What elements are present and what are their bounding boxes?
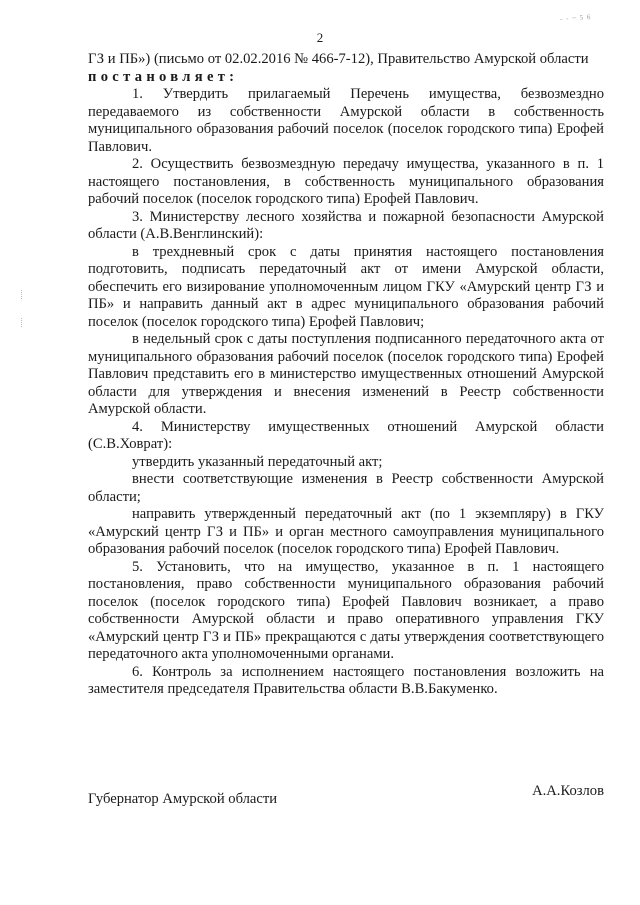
page-number: 2 (316, 30, 324, 45)
paragraph-4-item-1: утвердить указанный передаточный акт; (132, 453, 383, 470)
margin-mark (21, 318, 28, 327)
paragraph-3-item-2: в недельный срок с даты поступления подписанного передаточного акта от муниципального образования рабочий поселок (поселок городского типа) Ерофей Павлович представить его в министерство имущественных отношений Амурской области для утверждения и внесения изменений в Реестр собственности Амурской области. (88, 331, 604, 417)
paragraph-6: 6. Контроль за исполнением настоящего постановления возложить на заместителя председателя Правительства области В.В.Бакуменко. (88, 663, 604, 697)
paragraph-4-item-2: внести соответствующие изменения в Реестр собственности Амурской области; (88, 471, 604, 505)
paragraph-1: 1. Утвердить прилагаемый Перечень имущества, безвозмездно передаваемого из собственности Амурской области в собственность муниципального образования рабочий поселок (поселок городского типа) Ерофей Павлович. (88, 86, 604, 155)
paragraph-4-item-3: направить утвержденный передаточный акт (по 1 экземпляру) в ГКУ «Амурский центр ГЗ и ПБ» и орган местного самоуправления муниципального образования рабочий поселок (поселок городского типа) Ерофей Павлович. (88, 506, 604, 557)
paragraph-5: 5. Установить, что на имущество, указанное в п. 1 настоящего постановления, право собственности муниципального образования рабочий поселок (поселок городского типа) Ерофей Павлович возникает, а право собственности Амурской области и право оперативного управления ГКУ «Амурский центр ГЗ и ПБ» прекращаются с даты утверждения соответствующего передаточного акта уполномоченными органами. (88, 558, 604, 662)
document-body (88, 51, 604, 699)
paragraph-2: 2. Осуществить безвозмездную передачу имущества, указанного в п. 1 настоящего постановления, в собственность муниципального образования рабочий поселок (поселок городского типа) Ерофей Павлович. (88, 156, 604, 207)
intro-paragraph: ГЗ и ПБ») (письмо от 02.02.2016 № 466-7-12), Правительство Амурской области (88, 51, 589, 67)
signatory-name: А.А.Козлов (532, 783, 604, 799)
margin-mark (21, 290, 28, 299)
resolution-heading: постановляет: (88, 68, 239, 85)
signatory-position: Губернатор Амурской области (88, 791, 278, 807)
paragraph-4: 4. Министерству имущественных отношений Амурской области (С.В.Ховрат): (88, 418, 604, 452)
paragraph-3-item-1: в трехдневный срок с даты принятия настоящего постановления подготовить, подписать передаточный акт от имени Амурской области, обеспечить его визирование уполномоченным лицом ГКУ «Амурский центр ГЗ и ПБ» и направить данный акт в адрес муниципального образования рабочий поселок (поселок городского типа) Ерофей Павлович; (88, 243, 604, 330)
corner-mark: - - ~ 5 6 (559, 12, 592, 24)
paragraph-3: 3. Министерству лесного хозяйства и пожарной безопасности Амурской области (А.В.Венглинский): (88, 208, 604, 242)
